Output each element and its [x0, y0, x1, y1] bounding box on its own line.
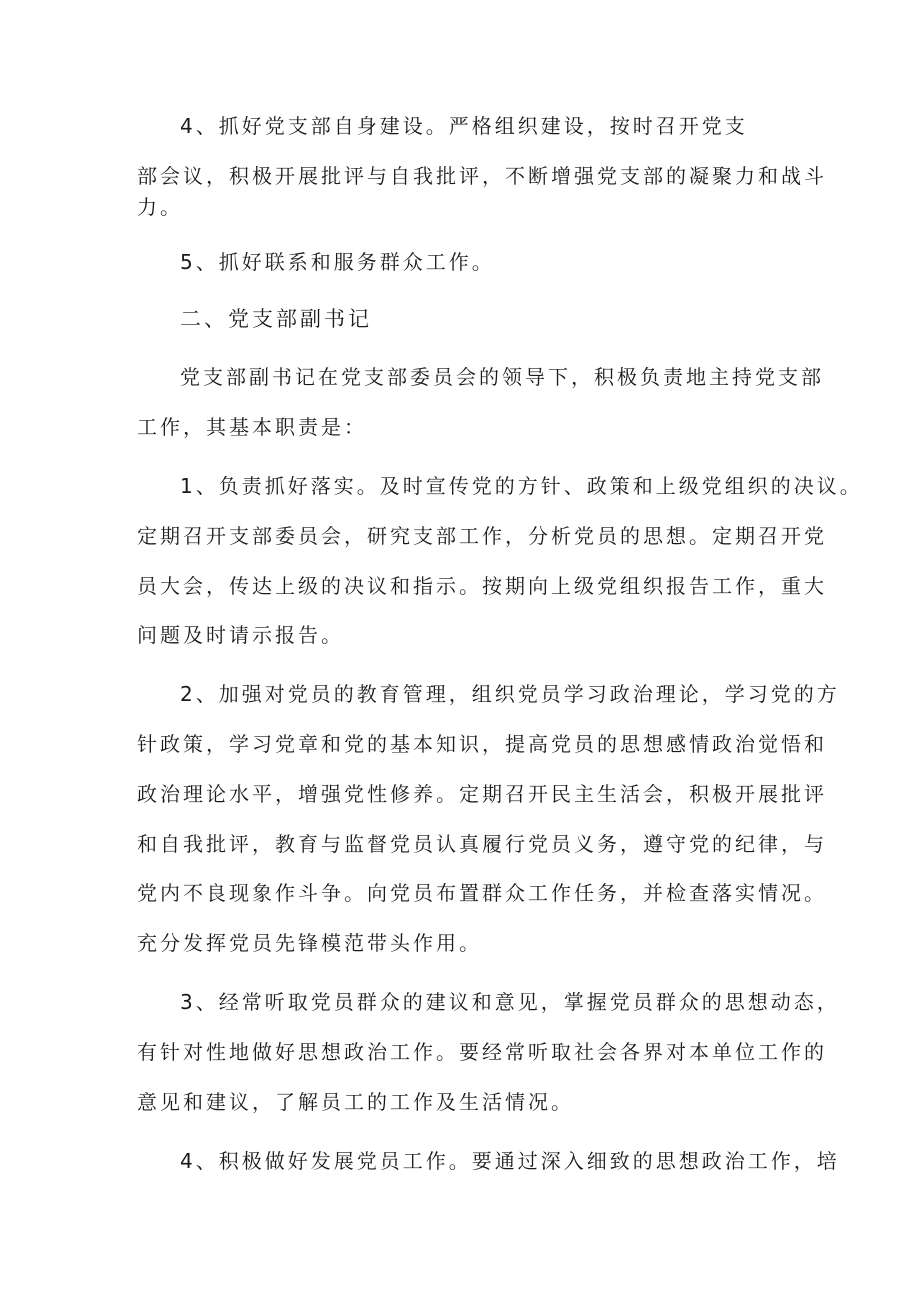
paragraph-line: 4、积极做好发展党员工作。要通过深入细致的思想政治工作，培 — [180, 1149, 840, 1173]
paragraph-line: 政治理论水平，增强党性修养。定期召开民主生活会，积极开展批评 — [137, 782, 827, 806]
paragraph-line: 1、负责抓好落实。及时宣传党的方针、政策和上级党组织的决议。 — [180, 474, 863, 498]
paragraph-line: 3、经常听取党员群众的建议和意见，掌握党员群众的思想动态， — [180, 990, 840, 1014]
paragraph-line: 工作，其基本职责是： — [137, 415, 367, 439]
paragraph-line: 5、抓好联系和服务群众工作。 — [180, 250, 495, 274]
paragraph-line: 部会议，积极开展批评与自我批评，不断增强党支部的凝聚力和战斗 — [137, 164, 827, 188]
paragraph-line: 4、抓好党支部自身建设。严格组织建设，按时召开党支 — [180, 114, 748, 138]
paragraph-line: 问题及时请示报告。 — [137, 623, 344, 647]
paragraph-line: 力。 — [137, 195, 183, 219]
paragraph-line: 党内不良现象作斗争。向党员布置群众工作任务，并检查落实情况。 — [137, 881, 827, 905]
paragraph-line: 定期召开支部委员会，研究支部工作，分析党员的思想。定期召开党 — [137, 524, 827, 548]
paragraph-line: 党支部副书记在党支部委员会的领导下，积极负责地主持党支部 — [180, 365, 824, 389]
paragraph-line: 意见和建议，了解员工的工作及生活情况。 — [137, 1090, 574, 1114]
paragraph-line: 有针对性地做好思想政治工作。要经常听取社会各界对本单位工作的 — [137, 1040, 827, 1064]
paragraph-line: 充分发挥党员先锋模范带头作用。 — [137, 931, 482, 955]
paragraph-line: 2、加强对党员的教育管理，组织党员学习政治理论，学习党的方 — [180, 682, 840, 706]
section-heading: 二、党支部副书记 — [180, 307, 372, 331]
paragraph-line: 员大会，传达上级的决议和指示。按期向上级党组织报告工作，重大 — [137, 574, 827, 598]
paragraph-line: 和自我批评，教育与监督党员认真履行党员义务，遵守党的纪律，与 — [137, 832, 827, 856]
paragraph-line: 针政策，学习党章和党的基本知识，提高党员的思想感情政治觉悟和 — [137, 732, 827, 756]
